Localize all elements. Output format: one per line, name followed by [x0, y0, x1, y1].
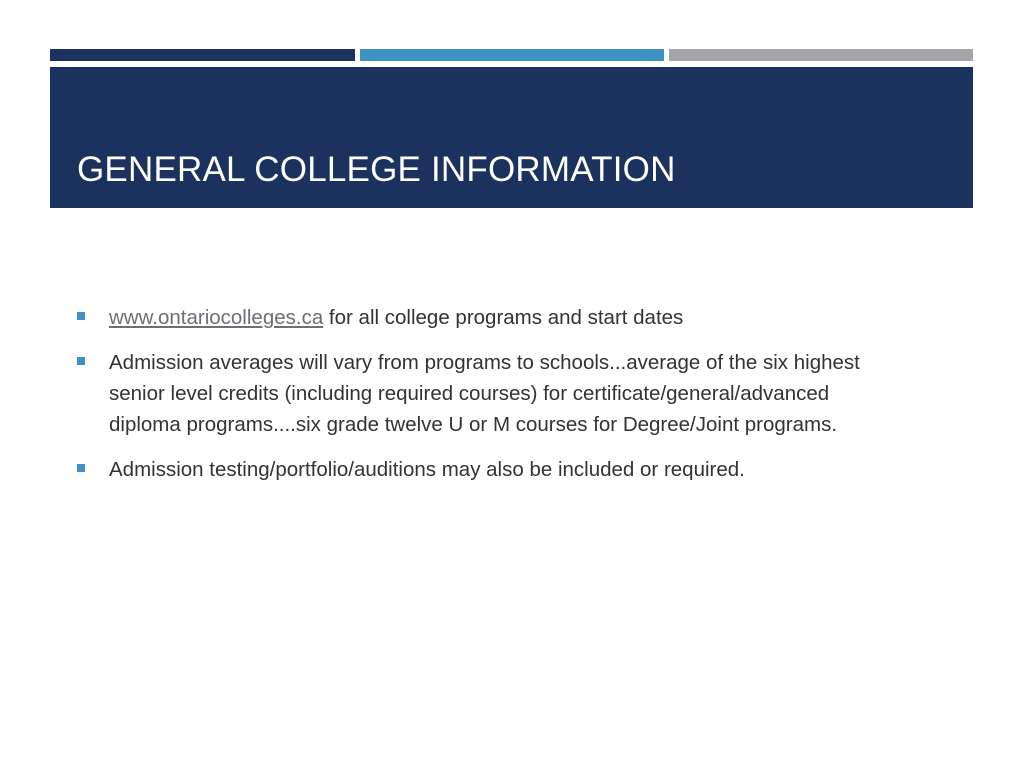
bullet-text: for all college programs and start dates — [323, 306, 684, 329]
bullet-item-website — [77, 302, 897, 333]
square-bullet-icon — [77, 464, 85, 472]
square-bullet-icon — [77, 312, 85, 320]
ontariocolleges-link[interactable]: www.ontariocolleges.ca — [109, 306, 324, 329]
bullet-text: Admission testing/portfolio/auditions may also be included or required. — [109, 458, 745, 481]
accent-bar-navy — [50, 49, 355, 61]
bullet-item-admission-averages — [77, 347, 897, 440]
bullet-item-admission-testing — [77, 454, 897, 485]
bullet-list — [77, 302, 897, 499]
title-banner — [50, 67, 973, 208]
accent-bar-gray — [669, 49, 973, 61]
slide-title: GENERAL COLLEGE INFORMATION — [77, 150, 676, 189]
accent-bar-blue — [360, 49, 664, 61]
bullet-text: Admission averages will vary from programs to schools...average of the six highest senior level credits (including required courses) for certificate/general/advanced diploma programs....six grade twelve U or M courses for Degree/Joint programs. — [109, 351, 860, 436]
square-bullet-icon — [77, 357, 85, 365]
